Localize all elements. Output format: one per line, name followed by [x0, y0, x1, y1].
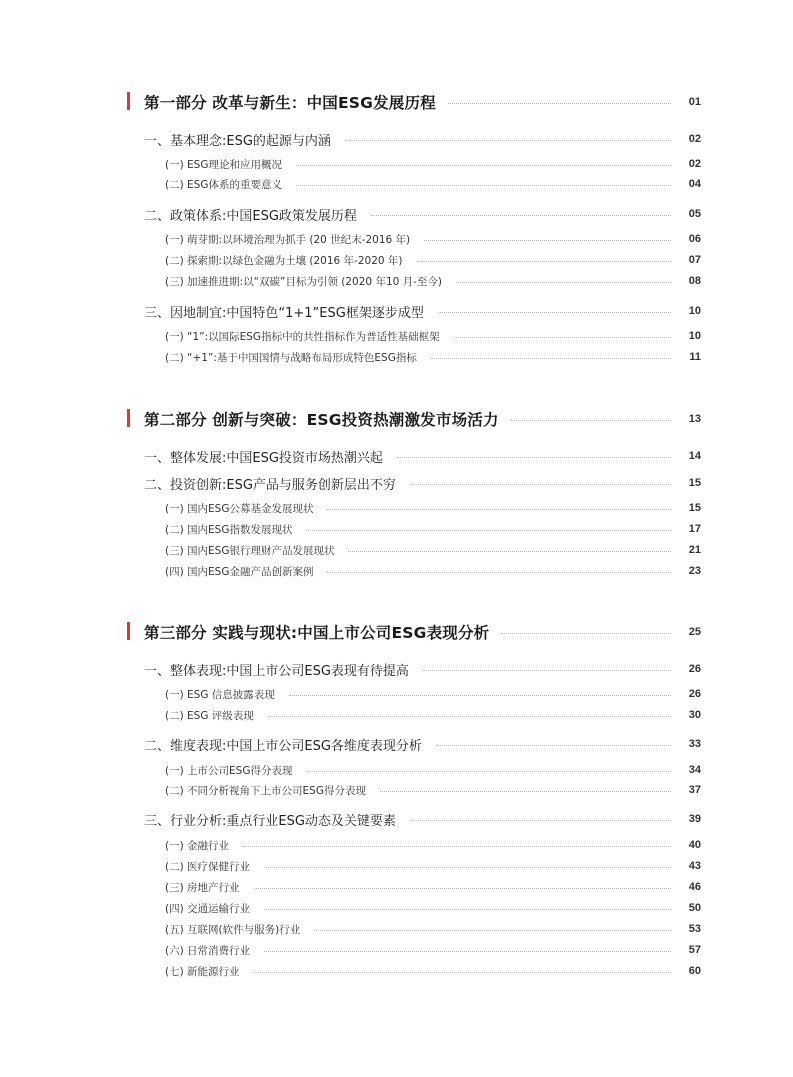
- section-title: 三、行业分析:重点行业ESG动态及关键要素: [144, 813, 396, 829]
- toc-item[interactable]: [0, 761, 793, 779]
- page-number: 21: [688, 544, 701, 556]
- page-number: 05: [688, 208, 701, 220]
- item-title: (一) 上市公司ESG得分表现: [165, 764, 293, 777]
- item-title: (三) 房地产行业: [165, 881, 240, 894]
- section-title: 二、投资创新:ESG产品与服务创新层出不穷: [144, 477, 396, 493]
- page-number: 07: [688, 254, 701, 266]
- part-marker-bar: [127, 622, 130, 640]
- part-title: 第二部分 创新与突破：ESG投资热潮激发市场活力: [144, 411, 499, 429]
- toc-item[interactable]: [0, 251, 793, 269]
- dot-leader: [296, 165, 671, 166]
- toc-section-3-3[interactable]: [0, 809, 793, 829]
- item-title: (一) ESG理论和应用概况: [165, 158, 282, 171]
- section-title: 二、政策体系:中国ESG政策发展历程: [144, 208, 357, 224]
- item-title: (二) 医疗保健行业: [165, 860, 251, 873]
- section-title: 一、整体发展:中国ESG投资市场热潮兴起: [144, 450, 383, 466]
- toc-item[interactable]: [0, 706, 793, 724]
- toc-item[interactable]: [0, 499, 793, 517]
- dot-leader: [417, 261, 671, 262]
- page-number: 43: [688, 860, 701, 872]
- toc-item[interactable]: [0, 941, 793, 959]
- item-title: (四) 国内ESG金融产品创新案例: [165, 565, 314, 578]
- toc-item[interactable]: [0, 327, 793, 345]
- page-number: 01: [688, 96, 701, 108]
- page-number: 02: [688, 133, 701, 145]
- section-title: 一、整体表现:中国上市公司ESG表现有待提高: [144, 663, 409, 679]
- section-title: 三、因地制宜:中国特色“1+1”ESG框架逐步成型: [144, 305, 424, 321]
- dot-leader: [397, 457, 671, 458]
- toc-section-1-3[interactable]: [0, 301, 793, 321]
- page-number: 26: [688, 663, 701, 675]
- page-number: 50: [688, 902, 701, 914]
- section-title: 二、维度表现:中国上市公司ESG各维度表现分析: [144, 738, 422, 754]
- dot-leader: [243, 846, 671, 847]
- dot-leader: [314, 930, 671, 931]
- toc-item[interactable]: [0, 962, 793, 980]
- dot-leader: [456, 282, 671, 283]
- part-title: 第三部分 实践与现状:中国上市公司ESG表现分析: [144, 624, 490, 642]
- page-number: 34: [688, 764, 701, 776]
- page-number: 25: [688, 626, 701, 638]
- item-title: (三) 国内ESG银行理财产品发展现状: [165, 544, 335, 557]
- item-title: (二) ESG体系的重要意义: [165, 178, 282, 191]
- item-title: (二) 国内ESG指数发展现状: [165, 523, 293, 536]
- toc-item[interactable]: [0, 685, 793, 703]
- part-marker-bar: [127, 409, 130, 427]
- section-title: 一、基本理念:ESG的起源与内涵: [144, 133, 331, 149]
- page-number: 02: [688, 158, 701, 170]
- dot-leader: [306, 771, 670, 772]
- toc-item[interactable]: [0, 920, 793, 938]
- item-title: (一) ESG 信息披露表现: [165, 688, 275, 701]
- toc-section-3-2[interactable]: [0, 734, 793, 754]
- page-number: 46: [688, 881, 701, 893]
- dot-leader: [327, 509, 670, 510]
- dot-leader: [264, 909, 671, 910]
- toc-item[interactable]: [0, 899, 793, 917]
- toc-part-2[interactable]: [0, 407, 793, 431]
- toc-item[interactable]: [0, 230, 793, 248]
- item-title: (七) 新能源行业: [165, 965, 240, 978]
- dot-leader: [454, 337, 671, 338]
- toc-section-1-2[interactable]: [0, 204, 793, 224]
- dot-leader: [501, 633, 670, 634]
- dot-leader: [371, 215, 671, 216]
- dot-leader: [436, 745, 671, 746]
- page-number: 06: [688, 233, 701, 245]
- dot-leader: [424, 240, 671, 241]
- page-number: 15: [688, 477, 701, 489]
- toc-item[interactable]: [0, 562, 793, 580]
- dot-leader: [410, 820, 671, 821]
- dot-leader: [264, 951, 671, 952]
- page-number: 08: [688, 275, 701, 287]
- toc-section-3-1[interactable]: [0, 659, 793, 679]
- page-number: 10: [688, 330, 701, 342]
- dot-leader: [296, 185, 671, 186]
- dot-leader: [448, 103, 671, 104]
- item-title: (一) “1”:以国际ESG指标中的共性指标作为普适性基础框架: [165, 330, 440, 343]
- toc-part-1[interactable]: [0, 90, 793, 114]
- toc-item[interactable]: [0, 781, 793, 799]
- toc-item[interactable]: [0, 857, 793, 875]
- item-title: (三) 加速推进期:以“双碳”目标为引领 (2020 年10 月-至今): [165, 275, 443, 288]
- toc-item[interactable]: [0, 155, 793, 173]
- page-number: 13: [688, 413, 701, 425]
- part-marker-bar: [127, 92, 130, 110]
- toc-section-2-1[interactable]: [0, 446, 793, 466]
- dot-leader: [254, 888, 671, 889]
- page-number: 39: [688, 813, 701, 825]
- toc-item[interactable]: [0, 348, 793, 366]
- dot-leader: [327, 572, 670, 573]
- item-title: (六) 日常消费行业: [165, 944, 251, 957]
- item-title: (五) 互联网(软件与服务)行业: [165, 923, 301, 936]
- part-title: 第一部分 改革与新生：中国ESG发展历程: [144, 94, 436, 112]
- toc-item[interactable]: [0, 175, 793, 193]
- page-number: 53: [688, 923, 701, 935]
- page-number: 15: [688, 502, 701, 514]
- item-title: (一) 金融行业: [165, 839, 230, 852]
- dot-leader: [410, 484, 671, 485]
- item-title: (二) 不同分析视角下上市公司ESG得分表现: [165, 784, 366, 797]
- toc-item[interactable]: [0, 878, 793, 896]
- toc-item[interactable]: [0, 836, 793, 854]
- dot-leader: [264, 867, 671, 868]
- page-number: 04: [688, 178, 701, 190]
- item-title: (一) 萌芽期:以环境治理为抓手 (20 世纪末-2016 年): [165, 233, 411, 246]
- dot-leader: [431, 358, 671, 359]
- dot-leader: [254, 972, 671, 973]
- page-number: 30: [688, 709, 701, 721]
- page-number: 11: [689, 351, 701, 363]
- dot-leader: [511, 420, 671, 421]
- item-title: (一) 国内ESG公募基金发展现状: [165, 502, 314, 515]
- dot-leader: [380, 791, 671, 792]
- toc-part-3[interactable]: [0, 620, 793, 644]
- toc-item[interactable]: [0, 520, 793, 538]
- dot-leader: [438, 312, 671, 313]
- page-number: 17: [688, 523, 701, 535]
- page-number: 60: [688, 965, 701, 977]
- dot-leader: [345, 140, 671, 141]
- dot-leader: [268, 716, 671, 717]
- page-number: 26: [688, 688, 701, 700]
- dot-leader: [423, 670, 671, 671]
- item-title: (二) “+1”:基于中国国情与战略布局形成特色ESG指标: [165, 351, 417, 364]
- toc-item[interactable]: [0, 272, 793, 290]
- toc-item[interactable]: [0, 541, 793, 559]
- page-number: 57: [688, 944, 701, 956]
- dot-leader: [348, 551, 670, 552]
- dot-leader: [306, 530, 670, 531]
- page-number: 23: [688, 565, 701, 577]
- toc-section-2-2[interactable]: [0, 473, 793, 493]
- item-title: (二) 探索期:以绿色金融为土壤 (2016 年-2020 年): [165, 254, 403, 267]
- page-number: 10: [688, 305, 701, 317]
- item-title: (四) 交通运输行业: [165, 902, 251, 915]
- page-number: 40: [688, 839, 701, 851]
- item-title: (二) ESG 评级表现: [165, 709, 254, 722]
- dot-leader: [289, 695, 671, 696]
- page-number: 37: [688, 784, 701, 796]
- page-number: 14: [688, 450, 701, 462]
- toc-section-1-1[interactable]: [0, 129, 793, 149]
- page-number: 33: [688, 738, 701, 750]
